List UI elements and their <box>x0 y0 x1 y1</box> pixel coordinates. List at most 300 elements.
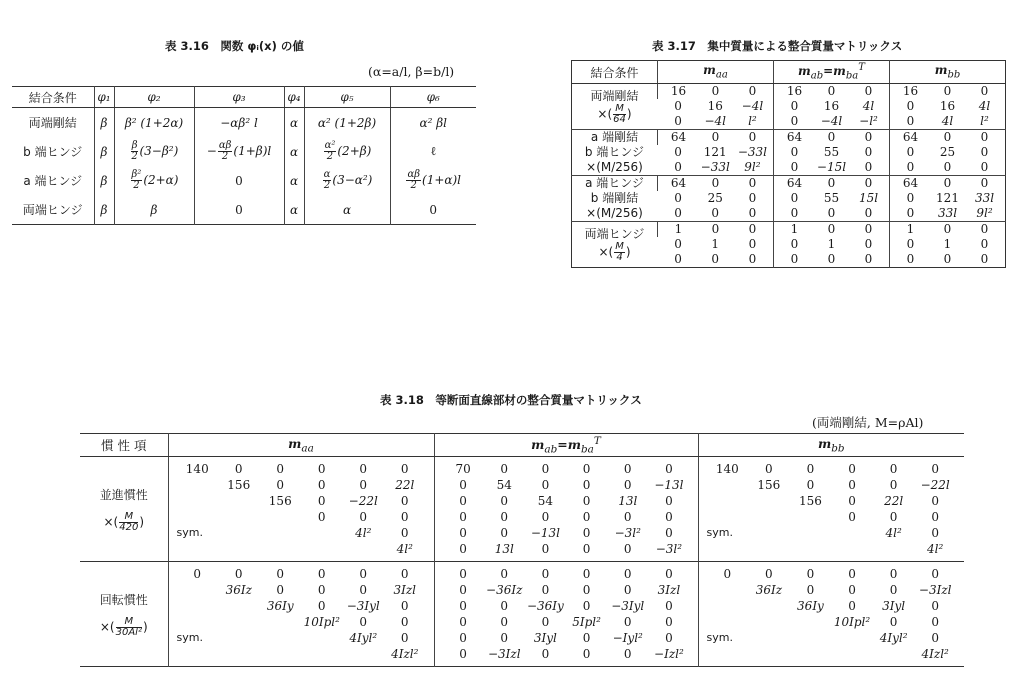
matrix-value: 0 <box>459 631 467 645</box>
matrix-value <box>707 614 749 630</box>
matrix-value: 10Ipl² <box>833 615 871 629</box>
matrix-value: −13l <box>654 478 684 492</box>
matrix-row <box>776 191 887 206</box>
matrix-value: 0 <box>889 510 898 524</box>
frac-den: 30Al² <box>115 626 142 638</box>
matrix-cell-mbb <box>890 84 1006 100</box>
mult-suffix: ) <box>626 106 632 121</box>
matrix-value <box>260 614 302 630</box>
matrix-row <box>776 130 887 145</box>
matrix-value: 0 <box>317 494 326 508</box>
header-sup: T <box>858 62 865 74</box>
matrix-value: 0 <box>906 160 915 174</box>
matrix-value: 1 <box>711 237 720 251</box>
matrix-row <box>892 160 1003 175</box>
matrix-value: 0 <box>359 478 368 492</box>
matrix-value: −3Izl <box>487 647 521 661</box>
matrix-value: 0 <box>582 542 591 556</box>
matrix-value: 0 <box>665 631 673 645</box>
matrix-value: 0 <box>674 191 682 205</box>
frac-num: M <box>116 617 142 628</box>
matrix-value: l² <box>748 114 757 128</box>
header-mbb <box>698 434 964 457</box>
matrix-cell-mbb <box>890 206 1006 222</box>
matrix-value <box>831 541 873 557</box>
matrix-cell-maa <box>658 130 774 146</box>
frac-num: αβ <box>407 169 421 180</box>
matrix-value: 0 <box>582 599 591 613</box>
matrix-cell-maa <box>168 562 434 667</box>
matrix-value: 0 <box>906 145 915 159</box>
matrix-value: −33l <box>700 160 730 174</box>
matrix-value: 0 <box>864 222 873 236</box>
table-316-caption: 表 3.16 関数 φᵢ(x) の値 <box>165 39 304 53</box>
matrix-value: 0 <box>980 84 989 98</box>
matrix-value: 25 <box>939 145 956 159</box>
matrix-value: 0 <box>674 206 682 220</box>
matrix-row <box>660 252 772 267</box>
matrix-row <box>776 206 887 221</box>
matrix-value: 0 <box>623 478 632 492</box>
matrix-value: 0 <box>665 494 673 508</box>
frac-num: α <box>323 169 331 180</box>
matrix-cell-mbb <box>698 457 964 562</box>
matrix-cell-mbb <box>890 252 1006 268</box>
cell-text: (2+α) <box>143 173 179 187</box>
matrix-value <box>260 525 302 541</box>
header-phi1: φ₁ <box>94 87 114 108</box>
matrix-value <box>748 509 790 525</box>
matrix-value: 0 <box>864 206 873 220</box>
cell-text: (1+α)l <box>422 173 462 187</box>
header-sub: aa <box>301 442 314 455</box>
header-maa <box>168 434 434 457</box>
cell-text: − <box>206 144 217 158</box>
matrix-row <box>892 99 1003 114</box>
matrix-value: 0 <box>582 462 591 476</box>
header-sub: bb <box>831 442 845 455</box>
matrix-value: 0 <box>864 237 873 251</box>
cell: 0 <box>194 195 284 225</box>
header-mbb <box>890 61 1006 84</box>
matrix-value <box>218 598 260 614</box>
matrix-value: 0 <box>980 222 989 236</box>
matrix-value: 0 <box>980 176 989 190</box>
cell <box>304 137 390 166</box>
table-316 <box>12 86 476 225</box>
matrix-cell-mab <box>774 114 890 130</box>
matrix-value: 0 <box>359 615 368 629</box>
cell-text: (2+β) <box>337 144 372 158</box>
matrix-value <box>831 525 873 541</box>
matrix-value: 0 <box>790 99 799 113</box>
matrix-value: 4Izl² <box>921 647 949 661</box>
matrix-value: −13l <box>530 526 560 540</box>
matrix-cell-maa <box>658 222 774 238</box>
matrix-value: 0 <box>500 615 509 629</box>
cell <box>304 166 390 195</box>
matrix-value: 0 <box>500 631 509 645</box>
matrix-row <box>892 145 1003 160</box>
matrix <box>701 562 963 666</box>
matrix-value: 64 <box>786 176 803 190</box>
matrix-row <box>660 99 772 114</box>
matrix-row <box>660 145 772 160</box>
header-m: m <box>531 436 545 452</box>
matrix-value <box>748 541 790 557</box>
cell-condition <box>572 176 658 222</box>
fraction <box>323 170 332 191</box>
matrix-row <box>660 160 772 175</box>
matrix-cell-mbb <box>890 99 1006 114</box>
matrix-value: 0 <box>665 510 673 524</box>
cell: α <box>284 137 304 166</box>
matrix-value: 22l <box>884 494 904 508</box>
matrix-value <box>790 525 832 541</box>
fraction <box>614 242 625 263</box>
header-sub: ab <box>544 443 558 456</box>
matrix-value: 0 <box>317 510 326 524</box>
table-317 <box>571 60 1006 268</box>
matrix-value: 0 <box>748 84 757 98</box>
matrix-value: 0 <box>623 583 632 597</box>
matrix-value: −36Iz <box>486 583 523 597</box>
cell-condition: a 端ヒンジ <box>23 174 83 188</box>
matrix-value: −Iyl² <box>612 631 643 645</box>
matrix-cell-mbb <box>890 222 1006 238</box>
matrix-value: 0 <box>864 252 873 266</box>
matrix-value: 0 <box>359 583 368 597</box>
matrix-value: 0 <box>906 252 915 266</box>
matrix-row <box>776 114 887 129</box>
cond-label: 両端ヒンジ <box>584 226 645 241</box>
matrix-value: 0 <box>541 462 550 476</box>
cell-condition: 両端剛結 <box>28 116 77 130</box>
matrix-value: 0 <box>276 583 285 597</box>
matrix-value: −15l <box>816 160 847 174</box>
cell-text: (3−β²) <box>139 144 179 158</box>
frac-num: αβ <box>218 140 232 151</box>
header-mab <box>774 61 890 84</box>
matrix-value: 9l² <box>976 206 993 220</box>
matrix-value <box>831 630 873 646</box>
cell: β <box>94 137 114 166</box>
header-inertia: 慣 性 項 <box>80 434 168 457</box>
frac-den: 2 <box>323 180 331 191</box>
matrix-value: 0 <box>276 462 285 476</box>
matrix-row <box>776 176 887 191</box>
matrix-value: 0 <box>827 130 836 144</box>
matrix-value: 64 <box>786 130 803 144</box>
matrix-value: 55 <box>823 191 840 205</box>
matrix-cell-mbb <box>890 160 1006 176</box>
matrix-value: 0 <box>827 252 836 266</box>
matrix-value: 33l <box>937 206 958 220</box>
matrix-cell-maa <box>658 176 774 192</box>
matrix-value: 156 <box>227 478 251 492</box>
mult-suffix: ) <box>142 619 148 634</box>
matrix-value: 0 <box>623 567 632 581</box>
matrix-value: −3l² <box>614 526 641 540</box>
matrix-value: 0 <box>674 237 682 251</box>
matrix-value: 0 <box>848 567 856 581</box>
matrix-value: 0 <box>806 583 815 597</box>
matrix-value <box>260 541 302 557</box>
matrix-value: 0 <box>459 647 467 661</box>
header-m: =m <box>557 436 581 452</box>
matrix-value: 0 <box>906 206 915 220</box>
matrix-row <box>892 84 1003 99</box>
matrix-value: 0 <box>317 462 326 476</box>
matrix-value: 33l <box>974 191 995 205</box>
cell: −αβ² l <box>194 108 284 138</box>
matrix-value: 55 <box>823 145 840 159</box>
matrix-value: 0 <box>582 494 591 508</box>
mult-prefix: ×( <box>597 106 613 121</box>
header-sub: ba <box>845 70 859 82</box>
fraction <box>613 104 626 125</box>
frac-den: 420 <box>119 521 139 533</box>
matrix-value <box>707 493 749 509</box>
matrix-value: 0 <box>943 252 952 266</box>
fraction <box>218 141 233 162</box>
cell <box>390 166 476 195</box>
matrix-cell-mab <box>774 176 890 192</box>
matrix-row <box>660 114 772 129</box>
matrix-value: 0 <box>665 599 673 613</box>
matrix-value: sym. <box>176 631 203 644</box>
matrix-value: 70 <box>455 462 471 476</box>
frac-den: 2 <box>133 180 140 191</box>
cell: β <box>114 195 194 225</box>
matrix-value: 0 <box>400 615 409 629</box>
matrix-cell-mab <box>774 130 890 146</box>
matrix-value <box>177 646 219 662</box>
table-section-row <box>80 562 964 667</box>
matrix-value: 0 <box>276 478 285 492</box>
matrix-value <box>873 646 915 662</box>
matrix-value: 0 <box>790 252 799 266</box>
matrix-row <box>776 160 887 175</box>
matrix-row <box>892 206 1003 221</box>
matrix-cell-maa <box>658 99 774 114</box>
matrix-value <box>873 541 915 557</box>
table-row <box>572 130 1006 146</box>
matrix-value: 3Izl <box>657 583 681 597</box>
matrix-value: 64 <box>902 176 919 190</box>
matrix-value: 36Iy <box>266 599 294 613</box>
matrix-value: 0 <box>541 567 550 581</box>
matrix-value: 0 <box>500 510 509 524</box>
matrix-value <box>218 541 260 557</box>
matrix-cell-maa <box>658 237 774 252</box>
matrix-value: 0 <box>827 206 836 220</box>
mult-prefix: ×( <box>598 244 614 259</box>
matrix-value: 0 <box>711 130 720 144</box>
matrix-value: 0 <box>943 84 952 98</box>
matrix-value: 4Izl² <box>391 647 419 661</box>
cell <box>114 137 194 166</box>
mult-suffix: ) <box>625 244 631 259</box>
matrix-value: 0 <box>674 114 682 128</box>
matrix-value: 0 <box>848 462 856 476</box>
cell: α <box>284 166 304 195</box>
header-phi3: φ₃ <box>194 87 284 108</box>
matrix-value: 4Iyl² <box>349 631 378 645</box>
cell: β <box>94 108 114 138</box>
matrix-value: 0 <box>848 478 856 492</box>
frac-den: 2 <box>221 151 229 162</box>
matrix-value: 54 <box>496 478 512 492</box>
matrix-value: 0 <box>623 647 632 661</box>
matrix-value: 54 <box>537 494 554 508</box>
matrix-value: −Izl² <box>654 647 684 661</box>
matrix-value: 0 <box>827 222 836 236</box>
cell-condition <box>572 222 658 268</box>
matrix-value: 0 <box>889 478 898 492</box>
matrix-value: 0 <box>748 222 757 236</box>
cell-inertia-label <box>80 562 168 667</box>
matrix-value: 0 <box>582 583 591 597</box>
header-m: m <box>798 64 811 79</box>
matrix-value: 0 <box>623 542 632 556</box>
table-317-caption: 表 3.17 集中質量による整合質量マトリックス <box>652 39 903 53</box>
matrix-value: 64 <box>670 176 687 190</box>
matrix-cell-mab <box>434 457 698 562</box>
frac-num: α² <box>324 140 336 151</box>
matrix-value: 0 <box>500 494 509 508</box>
matrix-value <box>790 646 832 662</box>
matrix-value: 156 <box>798 494 822 508</box>
table-row <box>572 84 1006 100</box>
matrix-value: −l² <box>859 114 878 128</box>
header-sub: ba <box>580 443 594 456</box>
matrix-value <box>707 646 749 662</box>
matrix-value: 0 <box>864 160 873 174</box>
matrix-value: 0 <box>500 599 509 613</box>
matrix-value: 0 <box>848 599 856 613</box>
matrix-value: 16 <box>902 84 919 98</box>
matrix-value <box>790 614 832 630</box>
table-row <box>12 195 476 225</box>
matrix-value: 15l <box>858 191 879 205</box>
matrix-value: 0 <box>889 462 898 476</box>
table-section-row <box>80 457 964 562</box>
matrix-value: 0 <box>943 176 952 190</box>
matrix-value: 0 <box>906 191 915 205</box>
cond-label: ×(M/256) <box>586 206 643 220</box>
matrix-value: 0 <box>400 631 409 645</box>
matrix-value: 0 <box>400 567 409 581</box>
matrix-row <box>660 84 771 99</box>
matrix-value: 0 <box>674 99 682 113</box>
cell-condition: 両端ヒンジ <box>22 203 83 217</box>
matrix <box>171 457 432 561</box>
fraction <box>116 617 142 638</box>
matrix-value <box>177 614 219 630</box>
matrix-value: 16 <box>786 84 803 98</box>
matrix-row <box>660 176 771 191</box>
table-row <box>12 108 476 138</box>
matrix-value: 0 <box>500 462 509 476</box>
matrix-value: 4l <box>941 114 954 128</box>
matrix-value: 0 <box>790 237 799 251</box>
header-sub: bb <box>947 69 961 81</box>
matrix-value: 0 <box>931 510 940 524</box>
matrix-cell-mab <box>774 191 890 206</box>
matrix-value: 36Iz <box>225 583 252 597</box>
matrix-value: 36Iz <box>755 583 783 597</box>
matrix-value <box>177 477 219 493</box>
matrix-value: 0 <box>748 206 757 220</box>
matrix-value: 0 <box>864 145 873 159</box>
cond-label: b 端ヒンジ <box>584 145 645 159</box>
matrix-value: −36Iy <box>526 599 564 613</box>
matrix-value: 1 <box>674 222 683 236</box>
matrix-cell-mab <box>774 145 890 160</box>
table-row <box>12 137 476 166</box>
cell: ℓ <box>390 137 476 166</box>
matrix-row <box>776 145 887 160</box>
frac-den: 2 <box>131 151 138 162</box>
matrix-value <box>260 630 302 646</box>
matrix-value: −3l² <box>655 542 683 556</box>
matrix-row <box>892 252 1003 267</box>
cell: 0 <box>194 166 284 195</box>
matrix-value: 0 <box>748 252 757 266</box>
matrix-cell-mab <box>434 562 698 667</box>
matrix-value: 1 <box>790 222 799 236</box>
matrix-value: 0 <box>931 615 940 629</box>
matrix-cell-mab <box>774 222 890 238</box>
matrix-value: 0 <box>790 114 799 128</box>
matrix-value: 0 <box>864 84 873 98</box>
frac-num: β <box>131 140 138 151</box>
matrix-value: 0 <box>665 526 673 540</box>
matrix-value: 4l² <box>927 542 944 556</box>
mult-prefix: ×( <box>103 514 119 529</box>
cond-label: a 端ヒンジ <box>585 176 644 190</box>
cond-label: ×(M/256) <box>586 160 643 174</box>
matrix-row <box>660 191 772 206</box>
matrix-value <box>177 598 219 614</box>
matrix-value: 0 <box>459 478 467 492</box>
matrix-value <box>343 541 385 557</box>
matrix-cell-mab <box>774 237 890 252</box>
matrix-value: 4Iyl² <box>879 631 908 645</box>
matrix-value: 0 <box>400 494 409 508</box>
matrix-value: 0 <box>931 462 940 476</box>
matrix-value: 16 <box>939 99 956 113</box>
matrix-value: 0 <box>723 567 732 581</box>
matrix-value: 0 <box>459 494 467 508</box>
matrix-value: 0 <box>623 510 632 524</box>
matrix-value: 5Ipl² <box>572 615 601 629</box>
matrix-cell-mbb <box>890 114 1006 130</box>
matrix-value <box>177 541 219 557</box>
matrix-value: 0 <box>541 583 550 597</box>
matrix-value: 0 <box>980 145 989 159</box>
matrix-value: 0 <box>827 176 836 190</box>
matrix-value: 0 <box>500 567 509 581</box>
matrix-row <box>776 99 887 114</box>
matrix-value <box>301 630 343 646</box>
matrix-value: 0 <box>582 526 591 540</box>
cond-label: a 端剛結 <box>590 130 639 144</box>
matrix-value: 0 <box>864 130 873 144</box>
matrix-value: 64 <box>902 130 919 144</box>
matrix-value: 0 <box>665 567 673 581</box>
